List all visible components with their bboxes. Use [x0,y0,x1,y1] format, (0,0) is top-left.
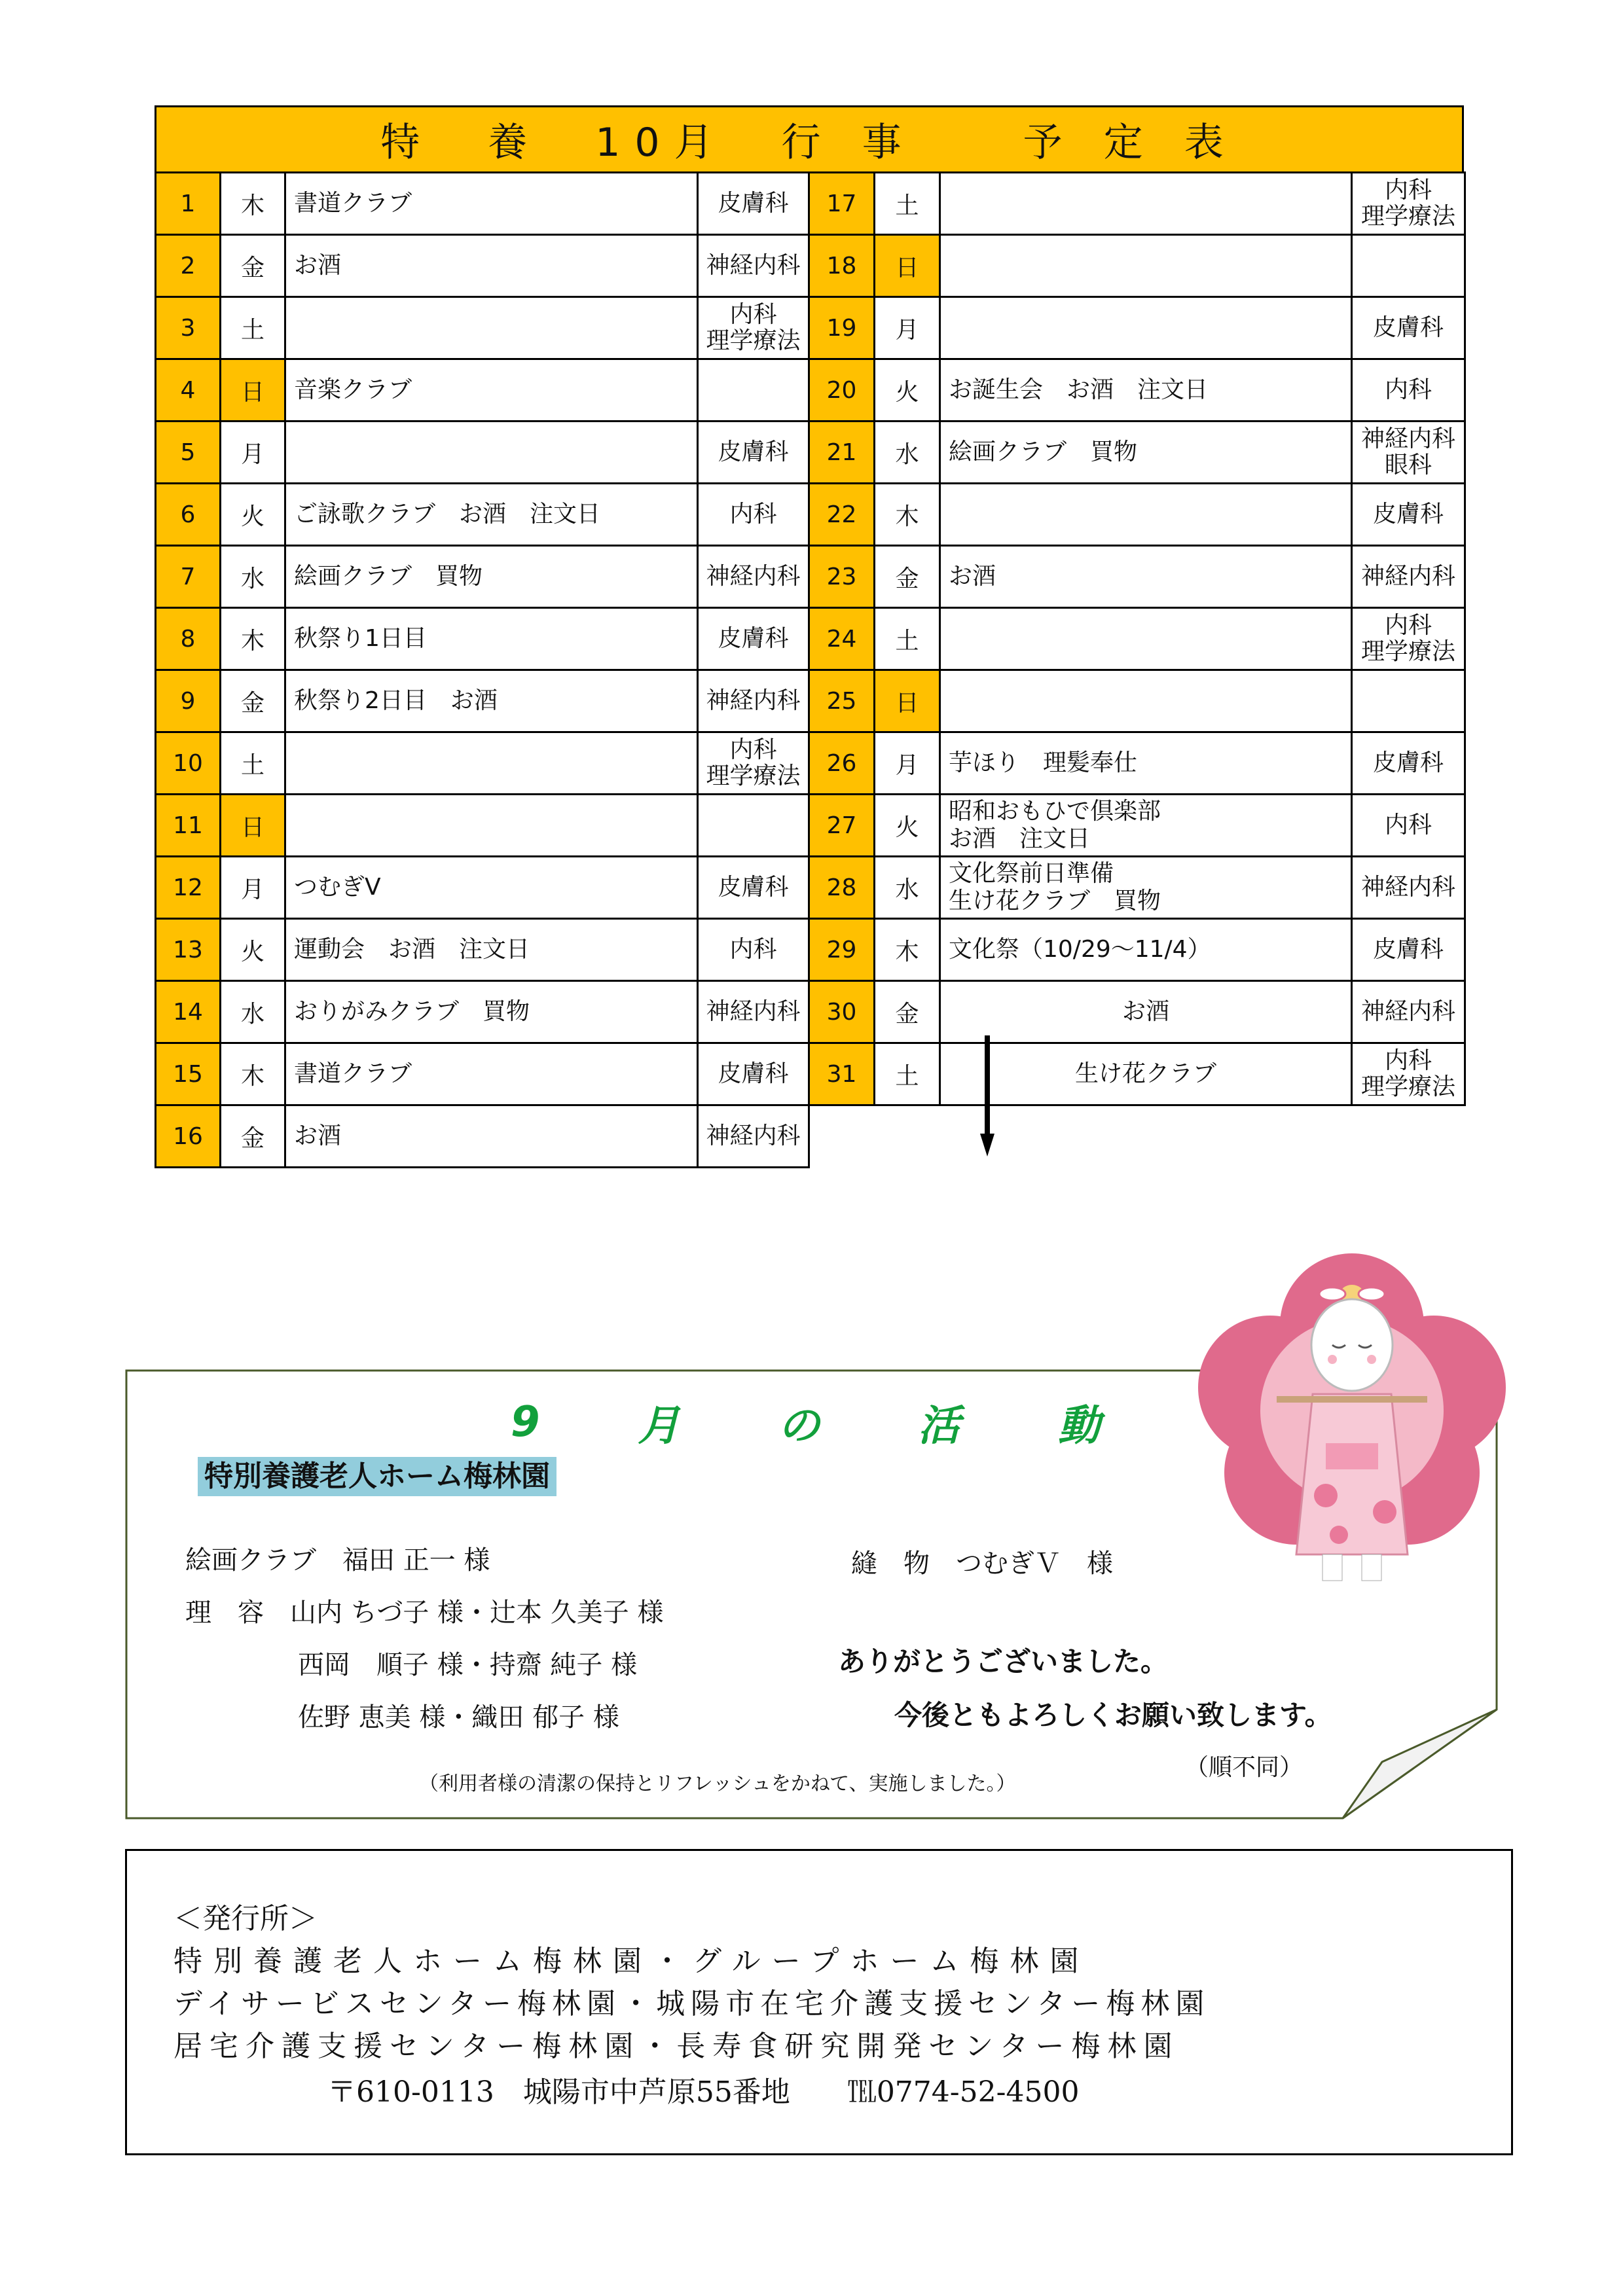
medical-cell [1352,670,1465,732]
event-cell [940,670,1352,732]
weekday: 金 [875,981,940,1043]
event-cell [285,795,698,857]
day-number: 22 [809,484,875,546]
event-text: 絵画クラブ 買物 [949,439,1138,465]
medical-text: 内科 [729,501,777,528]
schedule-row [156,546,809,608]
medical-text: 内科 [1384,177,1432,204]
event-cell [285,546,698,608]
publisher-line-1: 特別養護老人ホーム梅林園・グループホーム梅林園 [173,1945,1090,1978]
schedule-row [156,1105,809,1168]
day-number: 13 [156,919,221,981]
weekday: 水 [875,857,940,919]
day-number: 3 [156,297,221,359]
event-text: つむぎV [294,874,381,901]
medical-text: 皮膚科 [1372,936,1444,963]
thanks-text: ありがとうございました。 [838,1645,1169,1677]
weekday: 水 [875,422,940,484]
schedule-row [156,1043,809,1105]
day-number: 17 [809,173,875,235]
activity-haircut-cont1: 西岡 順子 様・持齋 純子 様 [298,1650,638,1680]
medical-text: 神経内科 [1360,874,1455,901]
day-number: 24 [809,608,875,670]
weekday: 水 [221,546,285,608]
weekday: 火 [221,484,285,546]
weekday: 日 [221,795,285,857]
day-number: 29 [809,919,875,981]
event-cell [285,422,698,484]
schedule-table-right [808,171,1466,1106]
medical-cell [1352,981,1465,1043]
event-text: 秋祭り1日目 [294,625,427,652]
medical-text: 皮膚科 [718,190,789,217]
medical-text: 内科 [729,736,777,763]
medical-text: 皮膚科 [1372,314,1444,341]
weekday: 土 [875,608,940,670]
facility-label: 特別養護老人ホーム梅林園 [198,1457,556,1496]
schedule-row [156,732,809,795]
weekday: 月 [875,297,940,359]
weekday: 土 [221,297,285,359]
schedule-row [156,235,809,297]
event-cell [940,981,1352,1043]
medical-cell [698,297,809,359]
day-number: 1 [156,173,221,235]
event-cell [285,173,698,235]
event-text: 運動会 お酒 注文日 [294,936,530,963]
schedule-table-left [155,171,810,1168]
medical-cell [1352,546,1465,608]
event-cell [940,732,1352,795]
day-number: 31 [809,1043,875,1105]
schedule-row [809,235,1465,297]
weekday: 月 [221,422,285,484]
medical-cell [1352,422,1465,484]
medical-cell [698,546,809,608]
medical-cell [1352,484,1465,546]
event-cell [940,795,1352,857]
medical-text: 内科 [1384,1047,1432,1074]
day-number: 10 [156,732,221,795]
day-number: 7 [156,546,221,608]
event-cell [285,919,698,981]
weekday: 土 [221,732,285,795]
medical-cell [698,795,809,857]
medical-text: 神経内科 [706,687,801,714]
event-cell [285,981,698,1043]
schedule-title: 特 養 10月 行 事 予 定 表 [380,120,1238,166]
event-cell [940,919,1352,981]
medical-text: 皮膚科 [1372,501,1444,528]
event-cell [285,1105,698,1168]
event-text: 文化祭（10/29～11/4） [949,936,1211,963]
day-number: 4 [156,359,221,422]
weekday: 木 [875,919,940,981]
event-text: お酒 [1122,998,1169,1025]
kokeshi-doll-illustration [1198,1247,1506,1613]
medical-cell [1352,919,1465,981]
activities-title-char: 9 [511,1398,540,1446]
weekday: 月 [875,732,940,795]
medical-text: 内科 [1384,612,1432,639]
schedule-row [809,919,1465,981]
event-text: 芋ほり 理髪奉仕 [949,749,1138,776]
activities-footnote: （利用者様の清潔の保持とリフレッシュをかねて、実施しました。） [419,1772,1016,1795]
weekday: 月 [221,857,285,919]
event-cell [285,732,698,795]
event-text: 書道クラブ [294,190,412,217]
day-number: 8 [156,608,221,670]
day-number: 9 [156,670,221,732]
day-number: 21 [809,422,875,484]
medical-text: 皮膚科 [718,625,789,652]
weekday: 土 [875,1043,940,1105]
event-cell [285,235,698,297]
weekday: 金 [221,1105,285,1168]
day-number: 28 [809,857,875,919]
weekday: 木 [875,484,940,546]
medical-cell [698,608,809,670]
schedule-row [809,546,1465,608]
event-cell [940,857,1352,919]
event-cell [940,359,1352,422]
medical-cell [698,1105,809,1168]
activity-painting: 絵画クラブ 福田 正一 様 [185,1545,490,1575]
schedule-row [156,173,809,235]
day-number: 23 [809,546,875,608]
schedule-row [809,484,1465,546]
medical-text: 理学療法 [1360,203,1455,230]
schedule-row [809,981,1465,1043]
medical-cell [698,422,809,484]
medical-text: 内科 [729,301,777,328]
event-text: 文化祭前日準備 [949,860,1114,887]
day-number: 16 [156,1105,221,1168]
publisher-heading: ＜発行所＞ [173,1902,318,1935]
medical-text: 理学療法 [706,762,801,789]
schedule-row [809,173,1465,235]
medical-cell [698,919,809,981]
medical-cell [1352,1043,1465,1105]
schedule-row [809,795,1465,857]
day-number: 27 [809,795,875,857]
order-note: （順不同） [1185,1754,1304,1781]
medical-text: 内科 [729,936,777,963]
medical-text: 皮膚科 [718,1060,789,1087]
event-cell [940,608,1352,670]
weekday: 木 [221,1043,285,1105]
publisher-line-3: 居宅介護支援センター梅林園・長寿食研究開発センター梅林園 [173,2030,1180,2063]
event-cell [285,297,698,359]
event-cell [940,1043,1352,1105]
schedule-row [809,670,1465,732]
medical-cell [698,359,809,422]
schedule-row [156,670,809,732]
event-cell [940,484,1352,546]
weekday: 土 [875,173,940,235]
activity-sewing: 縫 物 つむぎＶ 様 [851,1549,1113,1579]
schedule-row [809,608,1465,670]
medical-cell [1352,732,1465,795]
medical-cell [1352,235,1465,297]
event-cell [940,297,1352,359]
day-number: 14 [156,981,221,1043]
activities-title-char: 動 [1057,1402,1100,1450]
event-cell [940,173,1352,235]
day-number: 11 [156,795,221,857]
medical-cell [698,670,809,732]
activities-title-char: 活 [918,1402,960,1450]
weekday: 日 [875,235,940,297]
event-cell [285,359,698,422]
medical-cell [698,981,809,1043]
event-cell [285,857,698,919]
event-text: お酒 [949,563,996,590]
event-cell [285,484,698,546]
medical-cell [1352,857,1465,919]
medical-text: 皮膚科 [718,874,789,901]
event-cell [940,422,1352,484]
medical-cell [1352,173,1465,235]
event-text: 生け花クラブ 買物 [949,888,1161,914]
medical-text: 神経内科 [1360,425,1455,452]
medical-cell [1352,297,1465,359]
activity-haircut: 理 容 山内 ちづ子 様・辻本 久美子 様 [185,1598,664,1628]
medical-text: 理学療法 [1360,1073,1455,1100]
event-cell [940,546,1352,608]
medical-text: 眼科 [1384,452,1432,478]
event-cell [285,1043,698,1105]
day-number: 6 [156,484,221,546]
schedule-row [156,795,809,857]
medical-text: 内科 [1384,812,1432,838]
event-text: 秋祭り2日目 お酒 [294,687,498,714]
medical-cell [698,173,809,235]
event-cell [285,608,698,670]
schedule-row [809,297,1465,359]
medical-text: 内科 [1384,376,1432,403]
medical-text: 神経内科 [1360,998,1455,1025]
event-text: お酒 [294,1122,342,1149]
event-text: ご詠歌クラブ お酒 注文日 [294,501,601,528]
weekday: 火 [221,919,285,981]
schedule-row [809,359,1465,422]
event-text: 昭和おもひで倶楽部 [949,798,1161,825]
activities-title [511,1386,1100,1458]
medical-cell [698,484,809,546]
medical-cell [698,732,809,795]
medical-cell [698,235,809,297]
medical-text: 神経内科 [1360,563,1455,590]
day-number: 26 [809,732,875,795]
day-number: 18 [809,235,875,297]
weekday: 日 [875,670,940,732]
schedule-row [156,297,809,359]
event-text: 書道クラブ [294,1060,412,1087]
day-number: 2 [156,235,221,297]
event-text: お酒 [294,252,342,279]
schedule-row [156,484,809,546]
publisher-address: 〒610-0113 城陽市中芦原55番地 ℡0774-52-4500 [327,2075,1080,2109]
weekday: 木 [221,608,285,670]
activity-haircut-cont2: 佐野 恵美 様・織田 郁子 様 [298,1702,619,1732]
schedule-row [809,422,1465,484]
weekday: 水 [221,981,285,1043]
medical-text: 神経内科 [706,998,801,1025]
event-text: 音楽クラブ [294,376,412,403]
medical-text: 神経内科 [706,252,801,279]
day-number: 25 [809,670,875,732]
down-arrow-icon [980,1035,994,1160]
medical-cell [698,1043,809,1105]
medical-text: 理学療法 [706,327,801,354]
event-cell [285,670,698,732]
event-cell [940,235,1352,297]
day-number: 15 [156,1043,221,1105]
weekday: 金 [875,546,940,608]
medical-text: 皮膚科 [718,439,789,465]
weekday: 火 [875,359,940,422]
schedule-row [156,857,809,919]
event-text: お酒 注文日 [949,825,1091,852]
event-text: 生け花クラブ [1074,1060,1216,1087]
schedule-row [809,732,1465,795]
event-text: おりがみクラブ 買物 [294,998,530,1025]
medical-text: 神経内科 [706,1122,801,1149]
publisher-line-2: デイサービスセンター梅林園・城陽市在宅介護支援センター梅林園 [173,1987,1211,2020]
medical-cell [1352,795,1465,857]
day-number: 5 [156,422,221,484]
schedule-row [156,608,809,670]
weekday: 日 [221,359,285,422]
medical-text: 理学療法 [1360,638,1455,665]
activities-title-char: 月 [638,1402,680,1450]
thanks-text-2: 今後ともよろしくお願い致します。 [894,1699,1332,1731]
day-number: 30 [809,981,875,1043]
activities-title-char: の [778,1402,820,1450]
weekday: 木 [221,173,285,235]
schedule-row [156,919,809,981]
day-number: 19 [809,297,875,359]
schedule-row [156,422,809,484]
day-number: 12 [156,857,221,919]
weekday: 金 [221,235,285,297]
medical-text: 皮膚科 [1372,749,1444,776]
event-text: お誕生会 お酒 注文日 [949,376,1209,403]
schedule-row [156,359,809,422]
event-text: 絵画クラブ 買物 [294,563,483,590]
schedule-row [156,981,809,1043]
medical-text: 神経内科 [706,563,801,590]
medical-cell [698,857,809,919]
day-number: 20 [809,359,875,422]
weekday: 金 [221,670,285,732]
schedule-row [809,1043,1465,1105]
weekday: 火 [875,795,940,857]
schedule-row [809,857,1465,919]
medical-cell [1352,359,1465,422]
medical-cell [1352,608,1465,670]
schedule-title-bar [155,105,1464,173]
